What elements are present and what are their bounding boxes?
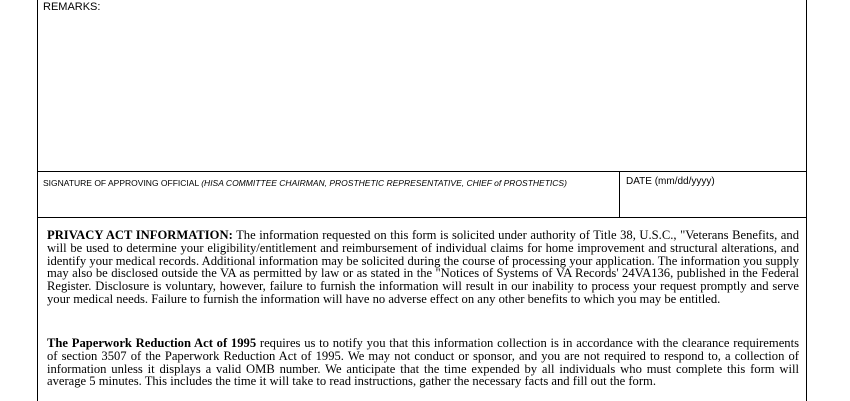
date-label: DATE (mm/dd/yyyy) bbox=[626, 176, 715, 187]
privacy-act-heading: PRIVACY ACT INFORMATION: bbox=[47, 228, 233, 242]
signature-label-detail: (HISA COMMITTEE CHAIRMAN, PROSTHETIC REPRESENTATIVE, CHIEF of PROSTHETICS) bbox=[201, 178, 567, 188]
signature-label-prefix: SIGNATURE OF APPROVING OFFICIAL bbox=[43, 178, 202, 188]
privacy-act-body: The information requested on this form is solicited under authority of Title 38, U.S.C., "Veterans Benefits, and will be used to determine your eligibility/entitlement and reimbursement of individual claims for home improvement and structural alterations, and identify your medical records. Additional information may be solicited during the course of processing your application. The information you supply may also be disclosed outside the VA as permitted by law or as stated in the "Notices of Systems of VA Records' 24VA136, published in the Federal Register. Disclosure is voluntary, however, failure to furnish the information will result in our inability to process your request promptly and serve your medical needs. Failure to furnish the information will have no adverse effect on any other benefits to which you may be entitled. bbox=[47, 228, 799, 306]
privacy-act-notice bbox=[47, 229, 799, 306]
paperwork-reduction-body: requires us to notify you that this information collection is in accordance with the clearance requirements of section 3507 of the Paperwork Reduction Act of 1995. We may not conduct or sponsor, and you are not required to respond to, a collection of information unless it displays a valid OMB number. We anticipate that the time expended by all individuals who must complete this form will average 5 minutes. This includes the time it will take to read instructions, gather the necessary facts and fill out the form. bbox=[47, 336, 799, 389]
paperwork-reduction-heading: The Paperwork Reduction Act of 1995 bbox=[47, 336, 257, 350]
signature-label bbox=[43, 178, 567, 188]
remarks-field[interactable] bbox=[42, 16, 804, 170]
remarks-box bbox=[38, 0, 806, 172]
paperwork-reduction-notice bbox=[47, 337, 799, 388]
date-field[interactable] bbox=[624, 190, 804, 214]
signature-field[interactable] bbox=[42, 190, 616, 214]
form-page bbox=[37, 0, 807, 401]
signature-cell bbox=[38, 172, 620, 217]
remarks-label: REMARKS: bbox=[43, 1, 101, 13]
signature-row bbox=[38, 172, 806, 218]
date-cell bbox=[620, 172, 806, 217]
